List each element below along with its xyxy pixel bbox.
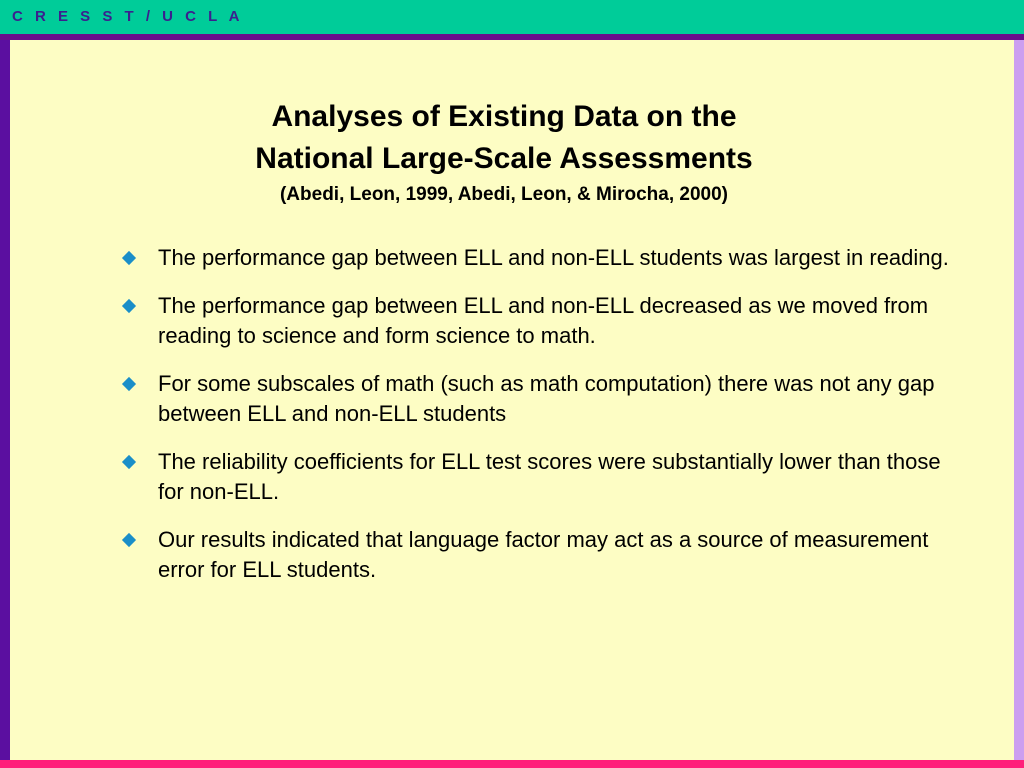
bullet-text: The performance gap between ELL and non-ELL students was largest in reading.: [158, 245, 949, 270]
bullet-item: [120, 369, 960, 429]
slide-title-line-2: National Large-Scale Assessments: [255, 142, 753, 175]
diamond-bullet-icon: [122, 455, 136, 469]
bullet-list: [120, 243, 960, 603]
header-stripe: [0, 34, 1024, 40]
diamond-bullet-icon: [122, 251, 136, 265]
bullet-item: [120, 291, 960, 351]
diamond-bullet-icon: [122, 299, 136, 313]
bullet-text: The reliability coefficients for ELL test scores were substantially lower than those for non-ELL.: [158, 449, 941, 504]
bullet-text: Our results indicated that language factor may act as a source of measurement error for ELL students.: [158, 527, 929, 582]
slide-title-line-1: Analyses of Existing Data on the: [271, 100, 737, 133]
bottom-border: [0, 760, 1024, 768]
bullet-text: For some subscales of math (such as math computation) there was not any gap between ELL and non-ELL students: [158, 371, 935, 426]
bullet-item: [120, 447, 960, 507]
slide-title-block: [0, 96, 1024, 208]
diamond-bullet-icon: [122, 533, 136, 547]
slide-subtitle: (Abedi, Leon, 1999, Abedi, Leon, & Mirocha, 2000): [279, 184, 728, 205]
header-bar: [0, 0, 1024, 34]
bullet-text: The performance gap between ELL and non-ELL decreased as we moved from reading to science and form science to math.: [158, 293, 929, 348]
bullet-item: [120, 243, 960, 273]
bullet-item: [120, 525, 960, 585]
diamond-bullet-icon: [122, 377, 136, 391]
header-label: C R E S S T / U C L A: [12, 8, 244, 25]
